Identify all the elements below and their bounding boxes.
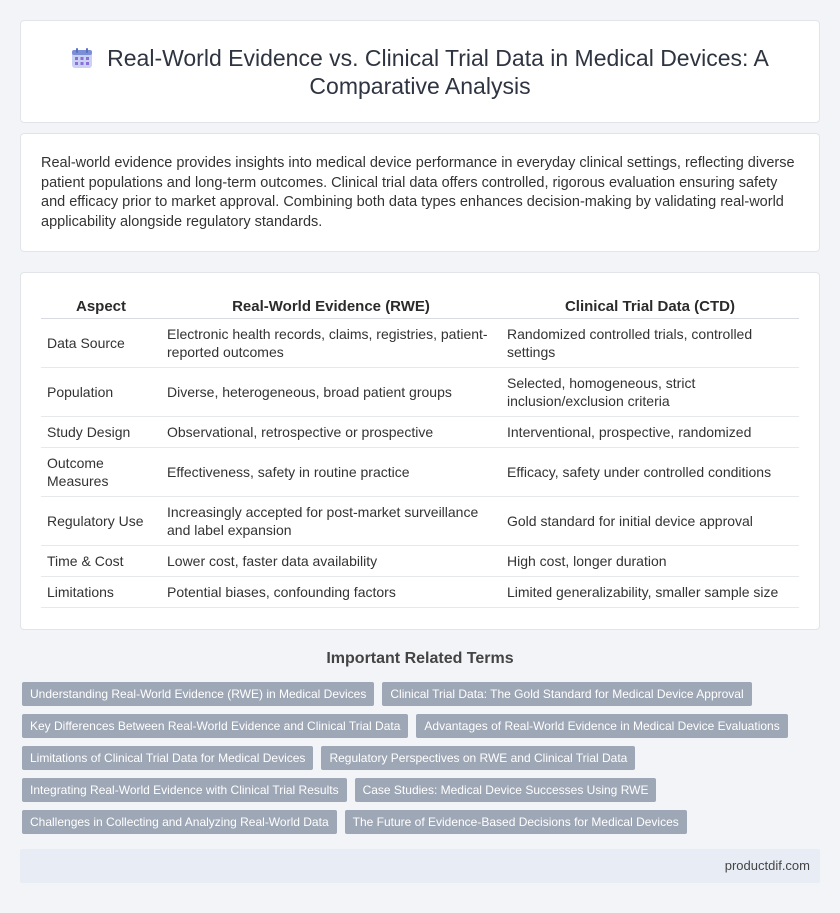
row-ctd: Randomized controlled trials, controlled settings	[501, 318, 799, 367]
comparison-table	[41, 296, 799, 608]
footer-site-name[interactable]: productdif.com	[724, 858, 810, 873]
related-terms-list	[22, 682, 822, 842]
intro-paragraph: Real-world evidence provides insights into medical device performance in everyday clinical settings, reflecting diverse patient populations and long-term outcomes. Clinical trial data offers controlled, rigorous evaluation ensuring safety and efficacy prior to market approval. Combining both data types enhances decision-making by validating real-world applicability alongside regulatory standards.	[41, 155, 795, 230]
row-aspect: Population	[41, 367, 161, 416]
row-ctd: High cost, longer duration	[501, 545, 799, 576]
term-row	[22, 746, 822, 770]
header-aspect: Aspect	[41, 296, 161, 318]
row-aspect: Limitations	[41, 576, 161, 607]
row-aspect: Regulatory Use	[41, 496, 161, 545]
header-rwe: Real-World Evidence (RWE)	[161, 296, 501, 318]
row-rwe: Potential biases, confounding factors	[161, 576, 501, 607]
header-card	[20, 20, 820, 123]
table-row	[41, 416, 799, 447]
row-rwe: Increasingly accepted for post-market surveillance and label expansion	[161, 496, 501, 545]
related-term-link[interactable]: The Future of Evidence-Based Decisions for Medical Devices	[345, 810, 687, 834]
table-row	[41, 318, 799, 367]
row-ctd: Efficacy, safety under controlled conditions	[501, 447, 799, 496]
table-row	[41, 545, 799, 576]
related-term-link[interactable]: Challenges in Collecting and Analyzing Real-World Data	[22, 810, 337, 834]
row-rwe: Diverse, heterogeneous, broad patient groups	[161, 367, 501, 416]
term-row	[22, 682, 822, 706]
row-rwe: Effectiveness, safety in routine practice	[161, 447, 501, 496]
row-aspect: Study Design	[41, 416, 161, 447]
term-row	[22, 778, 822, 802]
row-ctd: Limited generalizability, smaller sample size	[501, 576, 799, 607]
title-wrap	[21, 21, 819, 122]
related-term-link[interactable]: Limitations of Clinical Trial Data for Medical Devices	[22, 746, 313, 770]
page-title-text: Real-World Evidence vs. Clinical Trial Data in Medical Devices: A Comparative Analysis	[107, 44, 769, 99]
related-term-link[interactable]: Regulatory Perspectives on RWE and Clinical Trial Data	[321, 746, 635, 770]
row-ctd: Selected, homogeneous, strict inclusion/exclusion criteria	[501, 367, 799, 416]
row-aspect: Data Source	[41, 318, 161, 367]
row-rwe: Lower cost, faster data availability	[161, 545, 501, 576]
table-row	[41, 576, 799, 607]
table-header-row	[41, 296, 799, 318]
related-terms-heading: Important Related Terms	[326, 650, 514, 667]
related-term-link[interactable]: Advantages of Real-World Evidence in Medical Device Evaluations	[416, 714, 787, 738]
row-ctd: Gold standard for initial device approval	[501, 496, 799, 545]
header-ctd: Clinical Trial Data (CTD)	[501, 296, 799, 318]
table-row	[41, 447, 799, 496]
term-row	[22, 810, 822, 834]
row-ctd: Interventional, prospective, randomized	[501, 416, 799, 447]
calendar-grid-icon	[71, 47, 93, 69]
related-term-link[interactable]: Clinical Trial Data: The Gold Standard for Medical Device Approval	[382, 682, 751, 706]
comparison-table-card	[20, 272, 820, 630]
row-rwe: Electronic health records, claims, registries, patient-reported outcomes	[161, 318, 501, 367]
row-aspect: Outcome Measures	[41, 447, 161, 496]
table-row	[41, 367, 799, 416]
footer-bar	[20, 849, 820, 883]
row-aspect: Time & Cost	[41, 545, 161, 576]
related-term-link[interactable]: Understanding Real-World Evidence (RWE) in Medical Devices	[22, 682, 374, 706]
intro-card	[20, 133, 820, 252]
row-rwe: Observational, retrospective or prospective	[161, 416, 501, 447]
related-term-link[interactable]: Case Studies: Medical Device Successes Using RWE	[355, 778, 657, 802]
related-term-link[interactable]: Integrating Real-World Evidence with Clinical Trial Results	[22, 778, 347, 802]
term-row	[22, 714, 822, 738]
page-title	[61, 44, 779, 100]
table-row	[41, 496, 799, 545]
related-term-link[interactable]: Key Differences Between Real-World Evidence and Clinical Trial Data	[22, 714, 408, 738]
